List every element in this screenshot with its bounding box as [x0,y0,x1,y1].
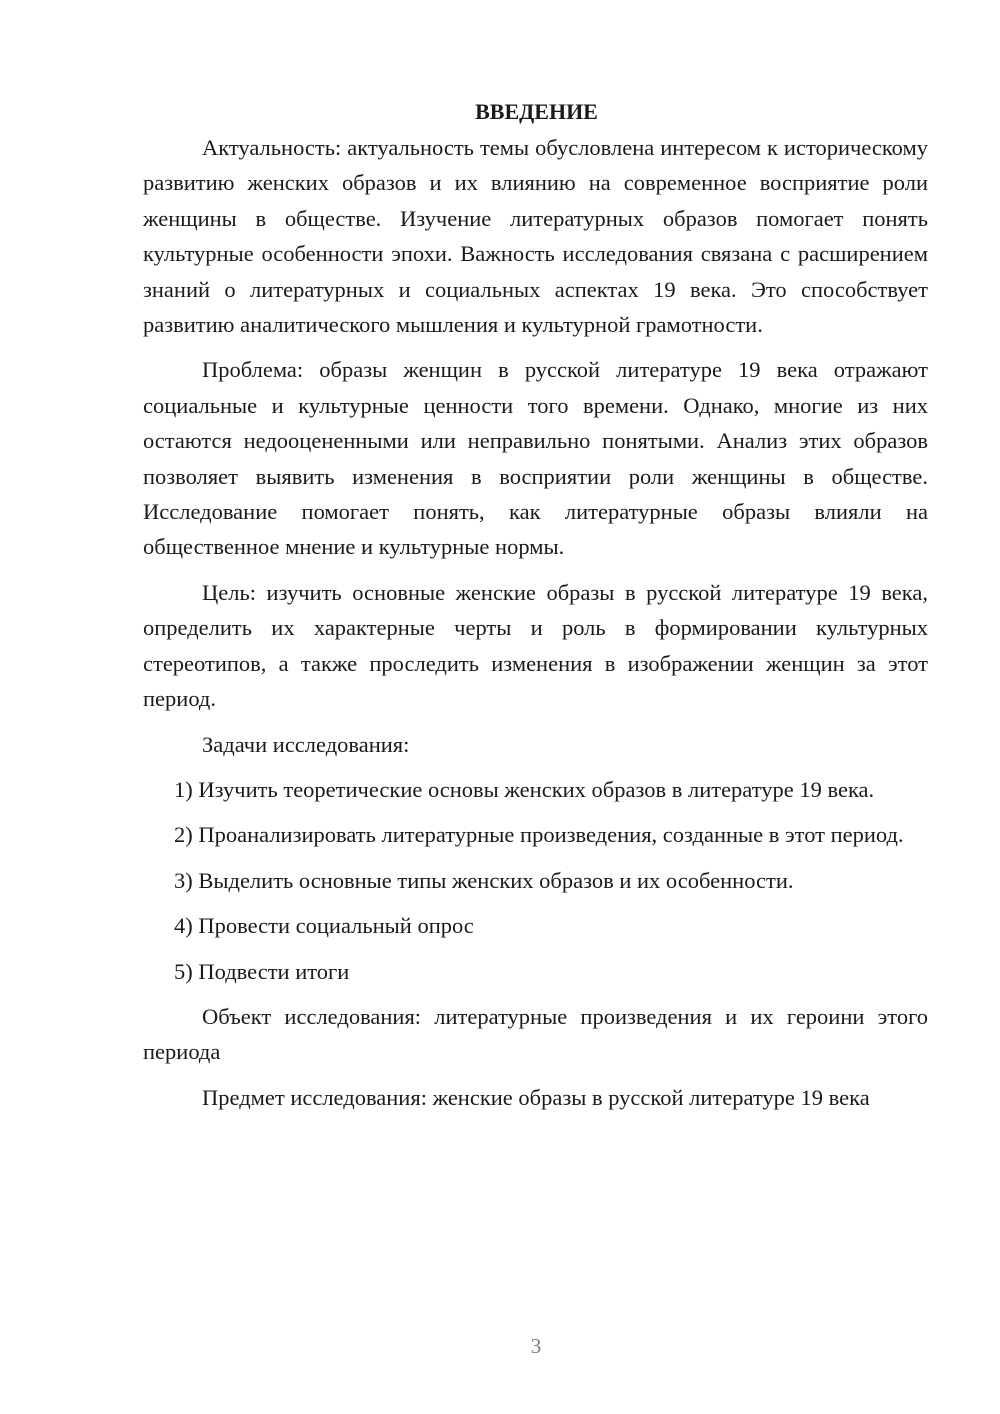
task-item-5: 5) Подвести итоги [174,958,350,984]
page-content [143,94,928,1125]
task-item-2: 2) Проанализировать литературные произведения, созданные в этот период. [174,822,904,848]
page-number: 3 [530,1334,542,1358]
tasks-heading: Задачи исследования: [202,731,410,757]
relevance-paragraph: Актуальность: актуальность темы обусловлена интересом к историческому развитию женских образов и их влиянию на современное восприятие роли женщины в обществе. Изучение литературных образов помогает понять культурные особенности эпохи. Важность исследования связана с расширением знаний о литературных и социальных аспектах 19 века. Это способствует развитию аналитического мышления и культурной грамотности. [143,135,928,338]
problem-paragraph: Проблема: образы женщин в русской литературе 19 века отражают социальные и культурные ценности того времени. Однако, многие из них остаются недооцененными или неправильно понятыми. Анализ этих образов позволяет выявить изменения в восприятии роли женщины в обществе. Исследование помогает понять, как литературные образы влияли на общественное мнение и культурные нормы. [143,357,928,560]
task-item-3: 3) Выделить основные типы женских образов и их особенности. [174,867,794,893]
goal-paragraph: Цель: изучить основные женские образы в русской литературе 19 века, определить их характерные черты и роль в формировании культурных стереотипов, а также проследить изменения в изображении женщин за этот период. [143,579,928,712]
section-title: ВВЕДЕНИЕ [475,99,598,124]
task-item-4: 4) Провести социальный опрос [174,913,474,939]
task-item-1: 1) Изучить теоретические основы женских образов в литературе 19 века. [174,776,875,802]
object-paragraph: Объект исследования: литературные произведения и их героини этого периода [143,1003,928,1065]
subject-paragraph: Предмет исследования: женские образы в русской литературе 19 века [202,1084,870,1110]
